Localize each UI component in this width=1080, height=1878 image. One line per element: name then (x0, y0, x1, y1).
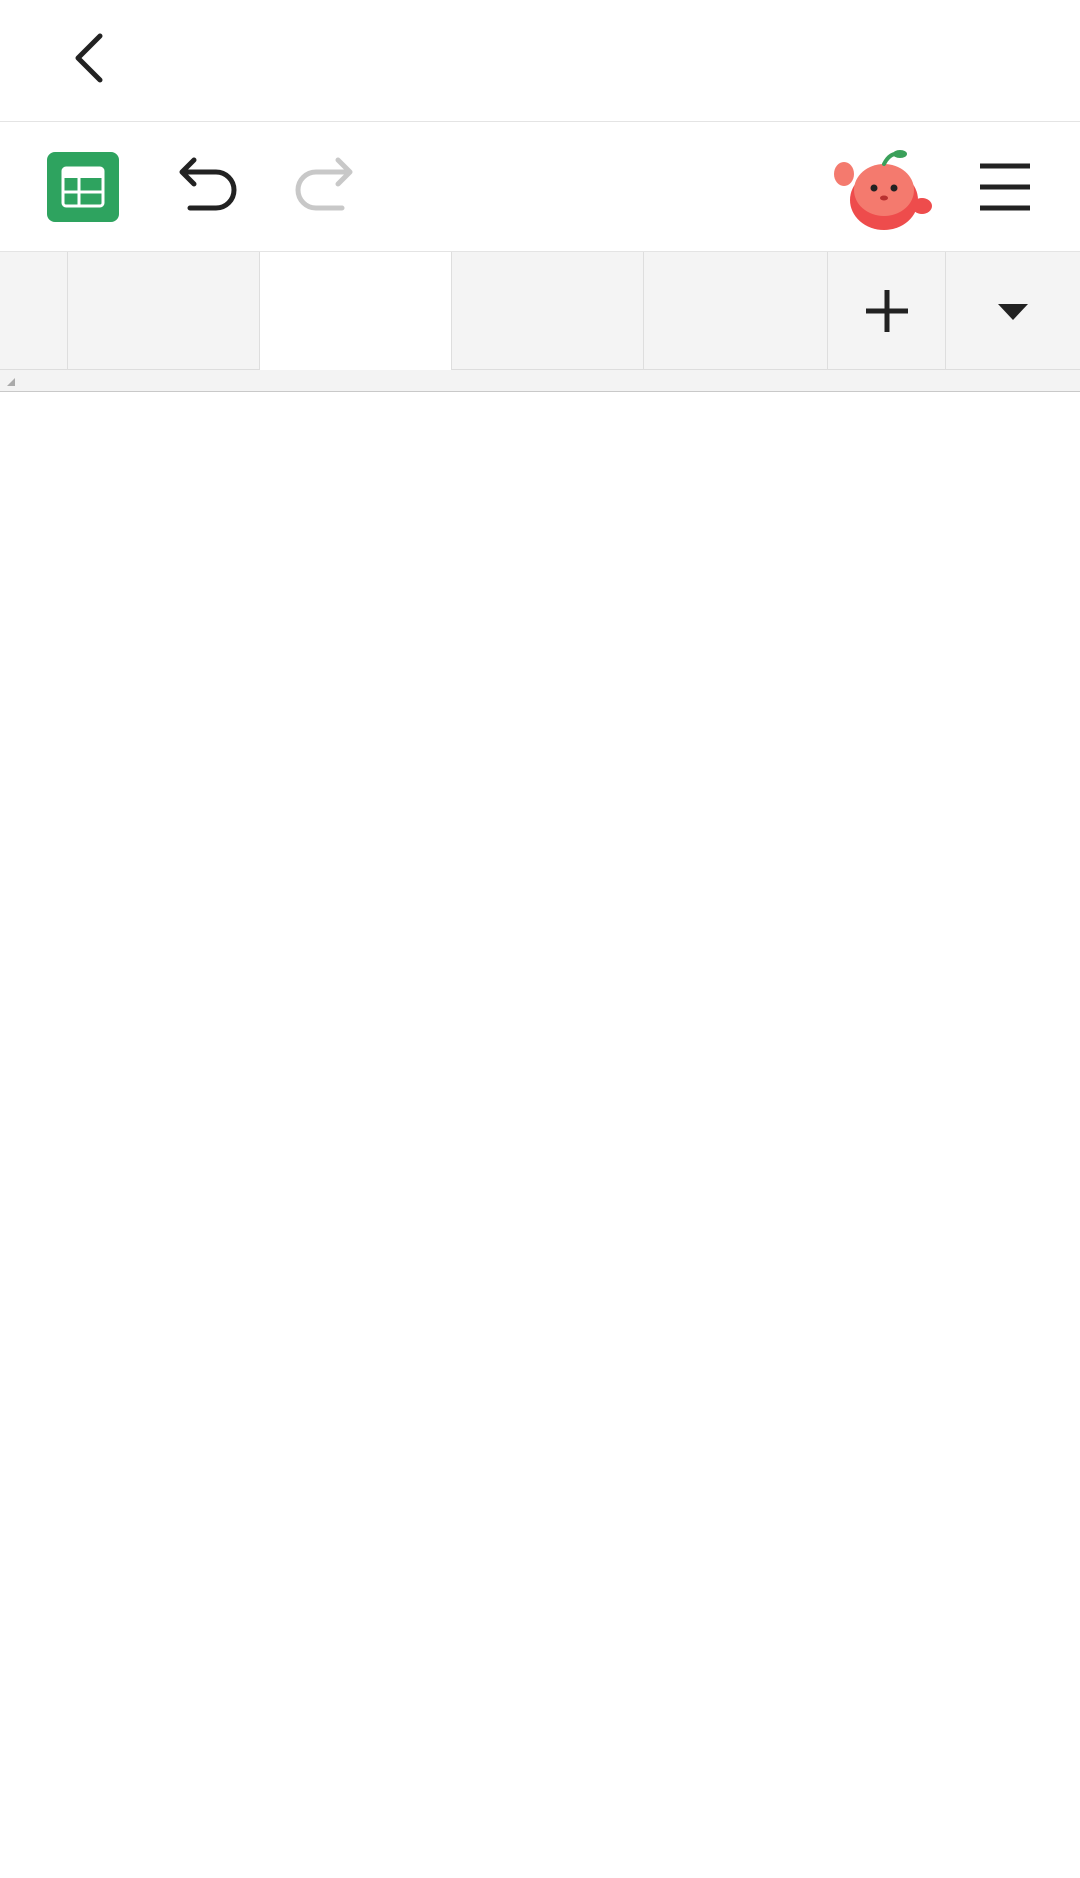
column-headers (0, 370, 1080, 392)
mascot-avatar-icon[interactable] (824, 144, 934, 236)
title-bar (0, 0, 1080, 122)
chevron-left-icon (64, 28, 116, 88)
spreadsheet-icon[interactable] (47, 152, 119, 222)
tab-chizhou[interactable] (644, 252, 828, 370)
redo-button[interactable] (290, 154, 360, 218)
add-sheet-button[interactable] (828, 252, 946, 370)
spreadsheet-grid[interactable] (0, 370, 1080, 1878)
caret-down-icon (946, 252, 1080, 370)
plus-icon (828, 252, 946, 370)
tab-tongling[interactable] (68, 252, 260, 370)
menu-button[interactable] (976, 160, 1034, 214)
tab-luan[interactable] (452, 252, 644, 370)
sheet-list-button[interactable] (946, 252, 1080, 370)
undo-button[interactable] (172, 154, 242, 218)
select-all-corner[interactable] (0, 370, 27, 392)
toolbar (0, 122, 1080, 252)
tab-anqing[interactable] (260, 252, 452, 370)
tab-partial[interactable] (0, 252, 68, 370)
menu-icon (976, 160, 1034, 214)
sheet-tabs (0, 252, 1080, 370)
back-button[interactable] (64, 28, 116, 88)
redo-icon (290, 154, 360, 218)
undo-icon (172, 154, 242, 218)
